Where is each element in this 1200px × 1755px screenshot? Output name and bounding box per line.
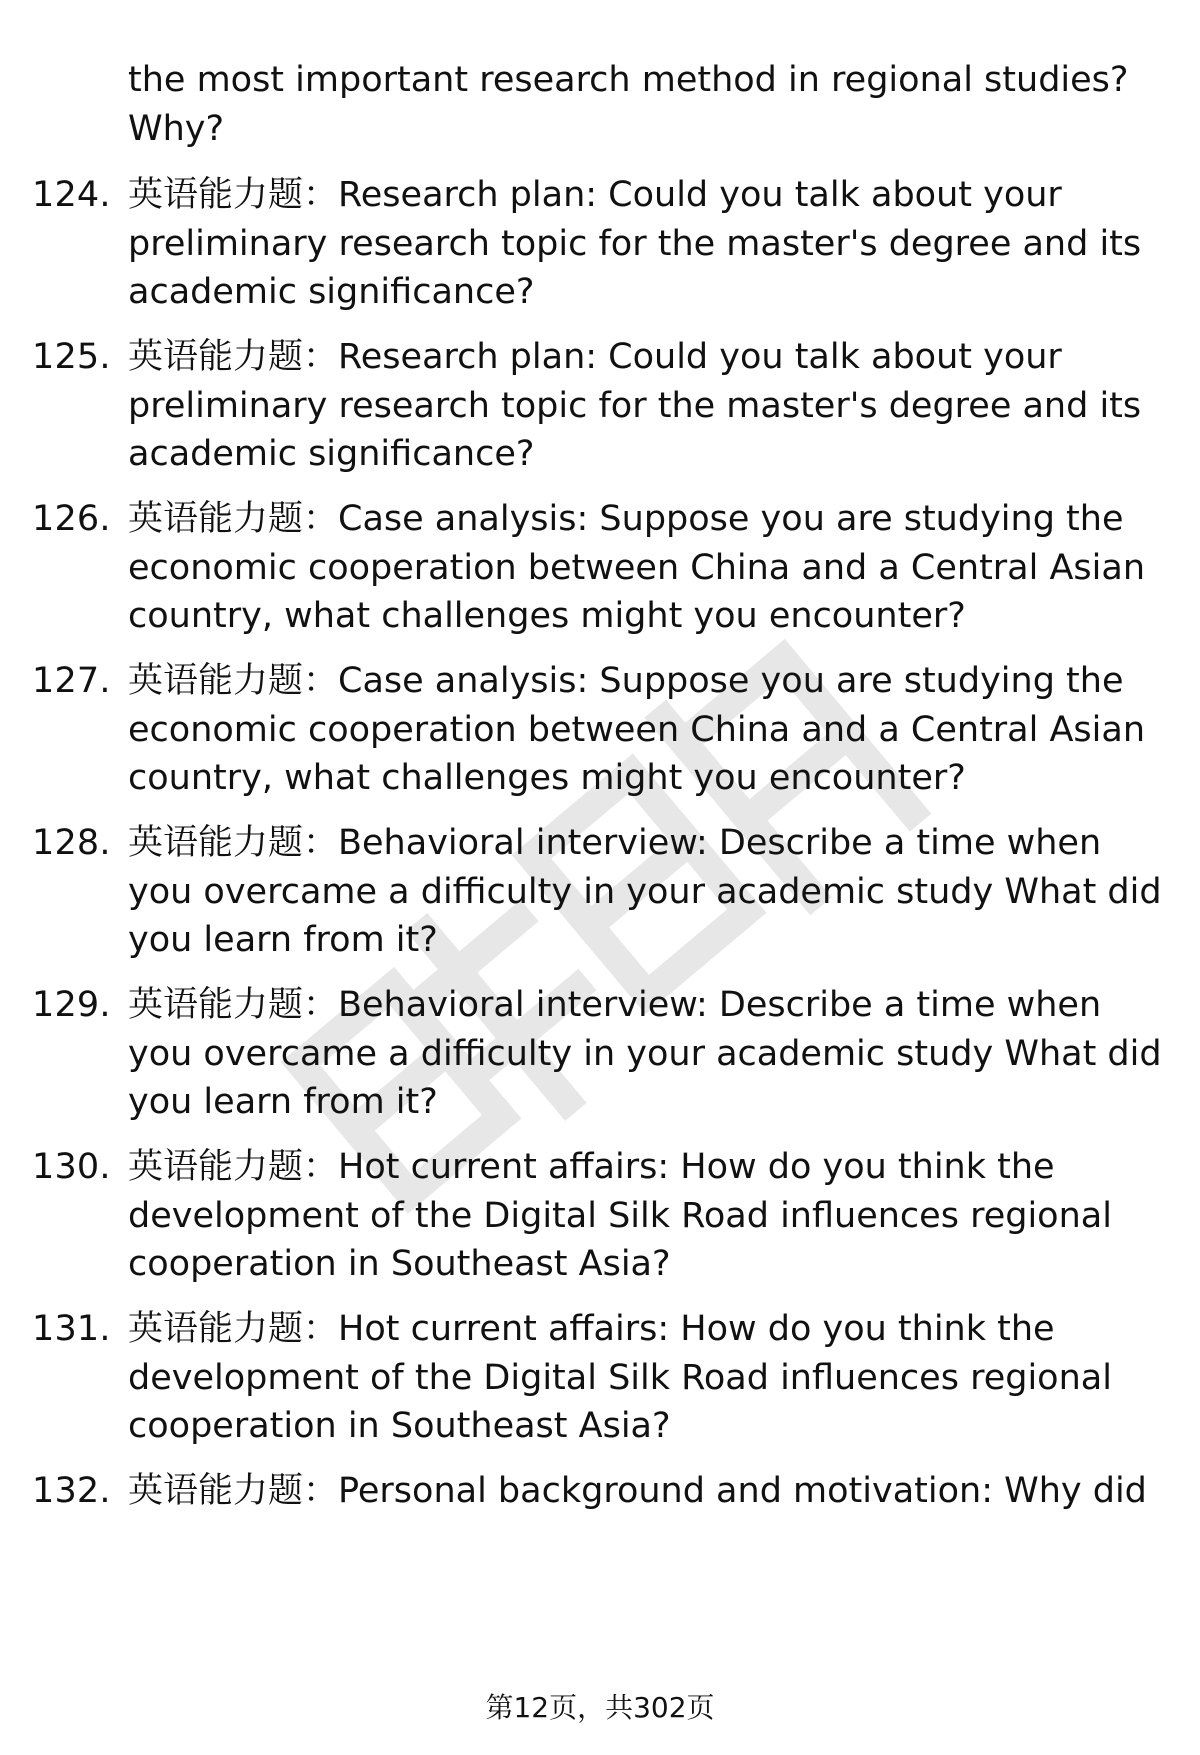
item-number: 127. <box>32 661 111 701</box>
item-text: the most important research method in regional studies? Why? <box>128 60 1129 149</box>
item-number: 132. <box>32 1471 111 1511</box>
item-number: 125. <box>32 337 111 377</box>
item-text: 英语能力题：Hot current affairs: How do you think the development of the Digital Silk Road influences regional cooperation in Southeast Asia? <box>128 1147 1112 1284</box>
item-label: 英语能力题： <box>128 1471 339 1511</box>
item-label: 英语能力题： <box>128 337 339 377</box>
item-text: 英语能力题：Behavioral interview: Describe a time when you overcame a difficulty in your academic study What did you learn from it? <box>128 823 1162 960</box>
item-label: 英语能力题： <box>128 661 339 701</box>
item-number: 124. <box>32 175 111 215</box>
item-text: 英语能力题：Research plan: Could you talk about your preliminary research topic for the master's degree and its academic significance? <box>128 175 1142 312</box>
item-text: 英语能力题：Case analysis: Suppose you are studying the economic cooperation between China and a Central Asian country, what challenges might you encounter? <box>128 661 1146 798</box>
item-label: 英语能力题： <box>128 175 339 215</box>
item-label: 英语能力题： <box>128 499 339 539</box>
item-number: 126. <box>32 499 111 539</box>
item-text: 英语能力题：Case analysis: Suppose you are studying the economic cooperation between China and a Central Asian country, what challenges might you encounter? <box>128 499 1146 636</box>
item-text: 英语能力题：Research plan: Could you talk about your preliminary research topic for the master's degree and its academic significance? <box>128 337 1142 474</box>
item-label: 英语能力题： <box>128 1147 339 1187</box>
item-number: 130. <box>32 1147 111 1187</box>
item-number: 128. <box>32 823 111 863</box>
item-text: 英语能力题：Hot current affairs: How do you think the development of the Digital Silk Road influences regional cooperation in Southeast Asia? <box>128 1309 1112 1446</box>
item-number: 131. <box>32 1309 111 1349</box>
item-label: 英语能力题： <box>128 823 339 863</box>
item-text: 英语能力题：Behavioral interview: Describe a time when you overcame a difficulty in your academic study What did you learn from it? <box>128 985 1162 1122</box>
item-label: 英语能力题： <box>128 1309 339 1349</box>
item-label: 英语能力题： <box>128 985 339 1025</box>
page-footer: 第12页，共302页 <box>485 1691 715 1724</box>
item-number: 129. <box>32 985 111 1025</box>
item-text: 英语能力题：Personal background and motivation: Why did <box>128 1471 1147 1511</box>
